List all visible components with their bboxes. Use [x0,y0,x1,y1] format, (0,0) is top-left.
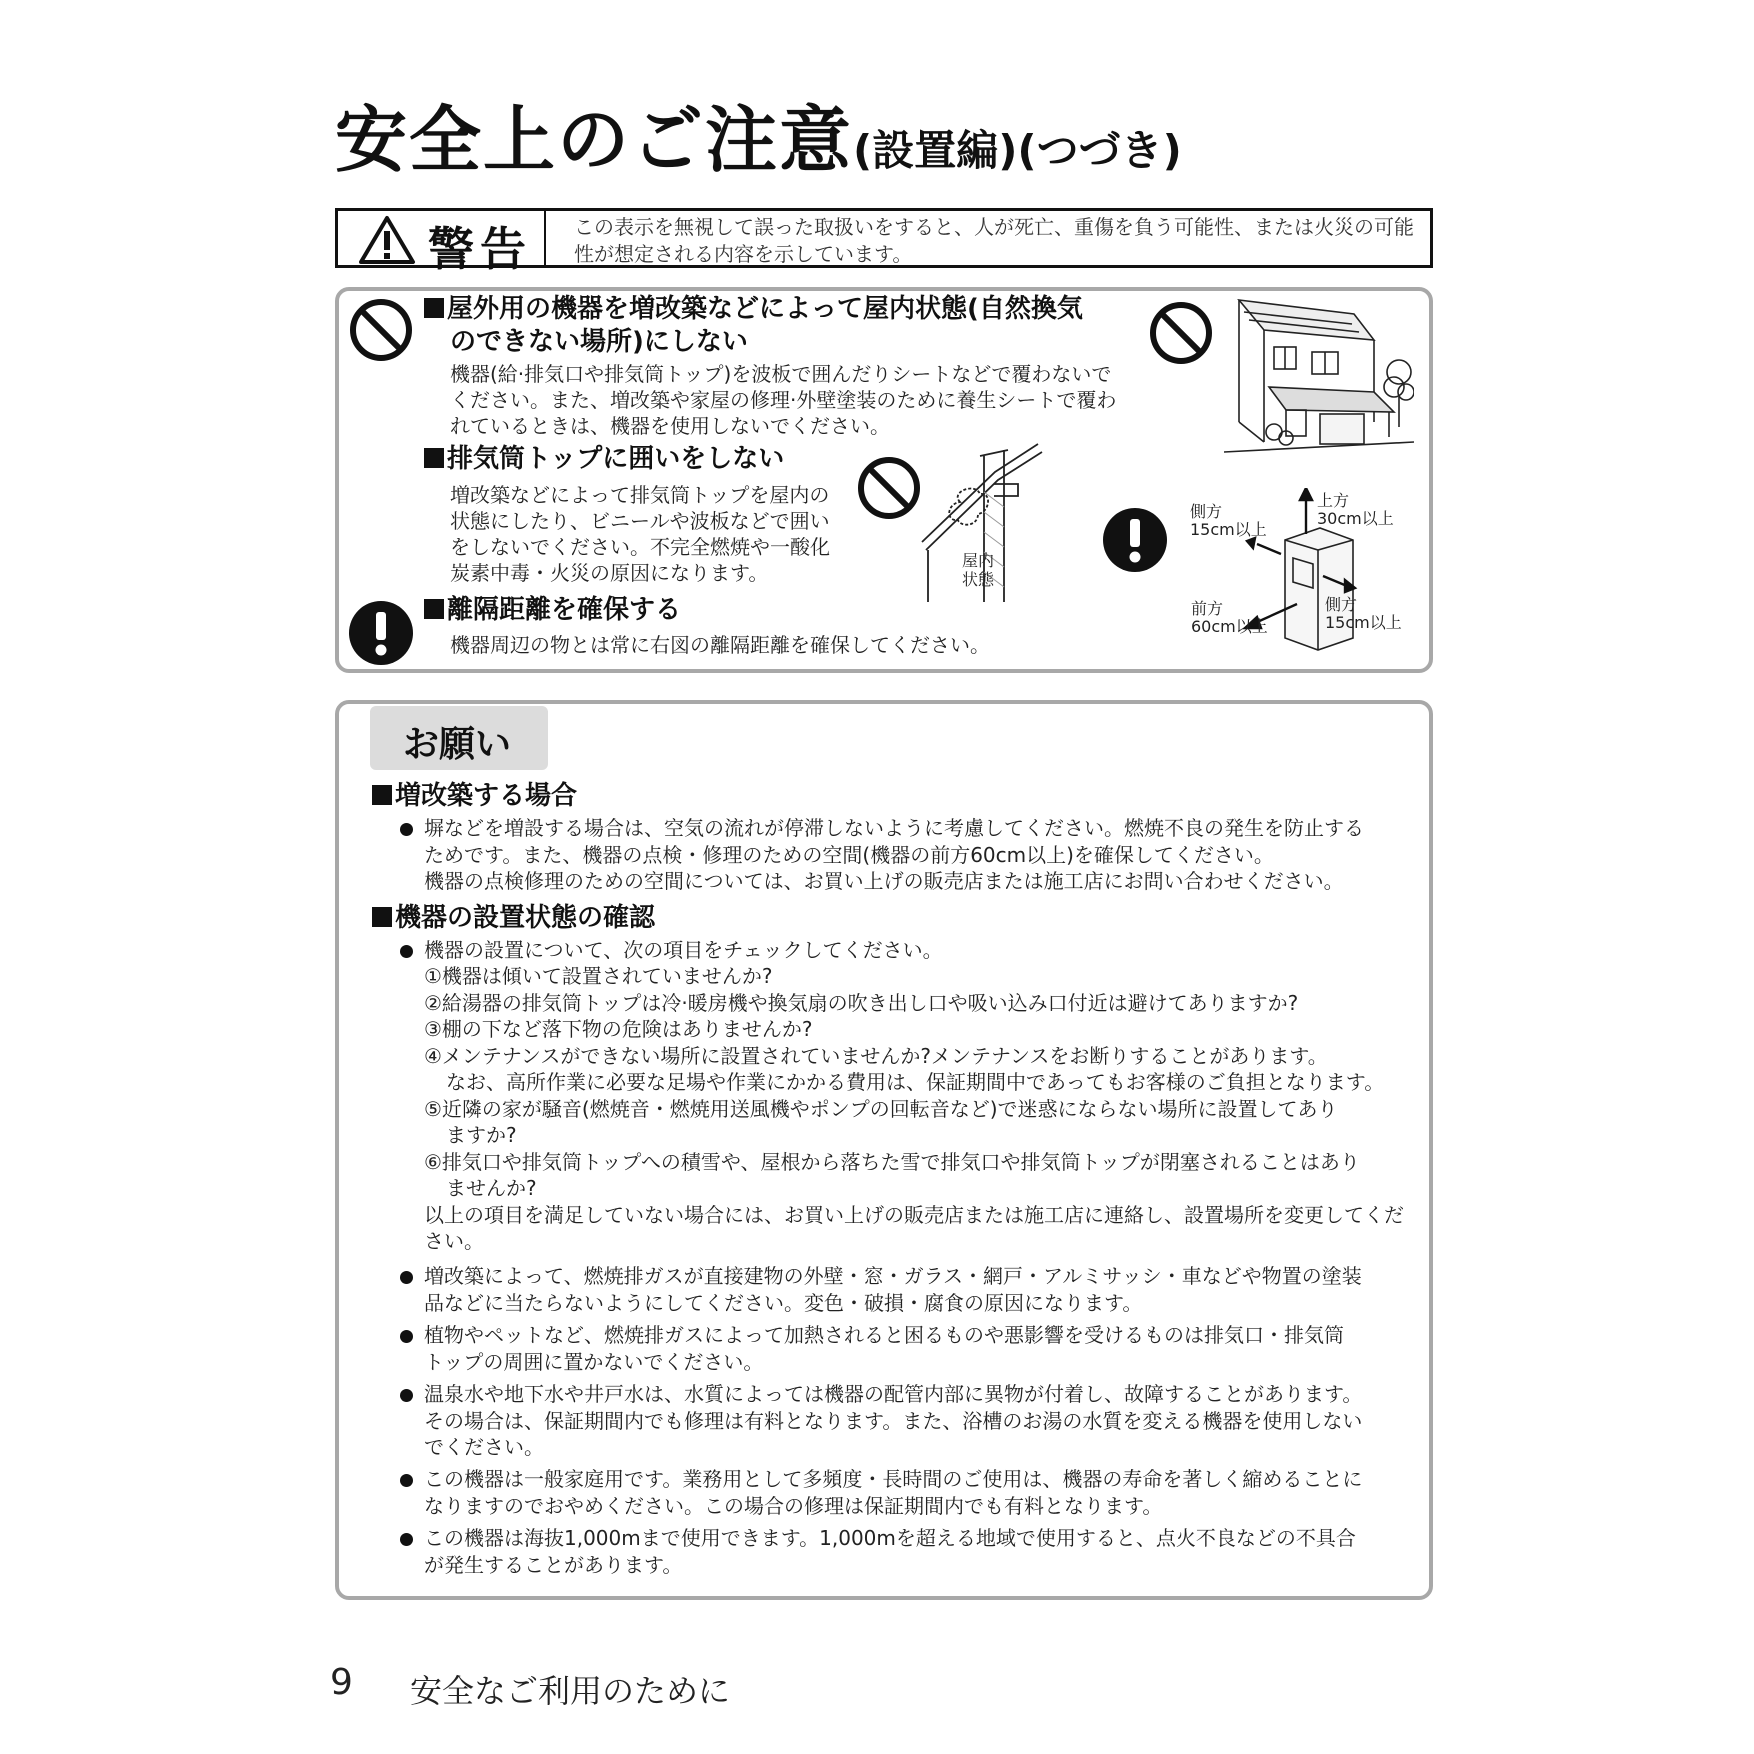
check-item-5: ⑤近隣の家が騒音(燃焼音・燃焼用送風機やポンプの回転音など)で迷惑にならない場所に設置してあり [424,1097,1338,1121]
clearance-side-right-label: 側方 [1325,595,1358,614]
bullet-dot-icon [400,823,413,836]
warning1-heading: 屋外用の機器を増改築などによって屋内状態(自然換気 [424,292,1083,326]
check-item-1: ①機器は傾いて設置されていませんか? [424,964,773,988]
section2-heading: 機器の設置状態の確認 [372,901,655,935]
warning1-line1: 機器(給·排気口や排気筒トップ)を波板で囲んだりシートなどで覆わないで [450,362,1112,386]
list-item: 増改築によって、燃焼排ガスが直接建物の外壁・窓・ガラス・網戸・アルミサッシ・車などや物置の塗装 品などに当たらないようにしてください。変色・破損・腐食の原因になります。 [400,1263,1410,1316]
chimney-enclosure-illustration [920,432,1046,604]
warning2-heading: 排気筒トップに囲いをしない [424,442,784,476]
page-number: 9 [330,1662,353,1703]
clearance-side-left-label: 側方 [1190,502,1223,521]
check-item-4-cont: なお、高所作業に必要な足場や作業にかかる費用は、保証期間中であってもお客様のご負担となります。 [446,1070,1385,1094]
mandatory-action-icon [348,600,414,666]
bullet-dot-icon [400,1271,413,1284]
house-illustration [1224,292,1414,464]
clearance-top-value: 30cm以上 [1317,509,1394,528]
warning2-line4: 炭素中毒・火災の原因になります。 [450,561,769,585]
legend-label-cell [338,211,546,276]
clearance-front-value: 60cm以上 [1191,617,1268,636]
check-item-6-cont: ませんか? [446,1176,537,1200]
clearance-side-left-value: 15cm以上 [1190,520,1267,539]
warning1-line2: ください。また、増改築や家屋の修理·外壁塗装のために養生シートで覆わ [450,388,1117,412]
bullet-dot-icon [400,1474,413,1487]
title-main: 安全上のご注意 [335,98,854,182]
section2-bullet: 機器の設置について、次の項目をチェックしてください。 [400,937,1410,964]
bullet-dot-icon [400,1330,413,1343]
square-bullet-icon [372,907,392,927]
square-bullet-icon [372,785,392,805]
check-outro-cont: さい。 [424,1229,484,1253]
check-outro: 以上の項目を満足していない場合には、お買い上げの販売店または施工店に連絡し、設置場所を変更してくだ [424,1203,1404,1227]
legend-word: 警告 [428,222,532,276]
warning-legend [335,208,1433,276]
check-item-3: ③棚の下など落下物の危険はありませんか? [424,1017,813,1041]
legend-description: この表示を無視して誤った取扱いをすると、人が死亡、重傷を負う可能性、または火災の可能性が想定される内容を示しています。 [574,215,1414,266]
clearance-front-label: 前方 [1191,599,1224,618]
bullet-dot-icon [400,1533,413,1546]
clearance-side-right-value: 15cm以上 [1325,613,1402,632]
square-bullet-icon [424,599,444,619]
list-item: この機器は一般家庭用です。業務用として多頻度・長時間のご使用は、機器の寿命を著しく縮めることに なりますのでおやめください。この場合の修理は保証期間内でも有料となります。 [400,1466,1410,1519]
diagram-label-indoor: 屋内 [962,551,995,570]
mandatory-action-icon [1102,507,1168,573]
clearance-diagram [1185,488,1425,656]
check-item-5-cont: ますか? [446,1123,517,1147]
section1-bullet: 塀などを増設する場合は、空気の流れが停滞しないように考慮してください。燃焼不良の発生を防止する ためです。また、機器の点検・修理のための空間(機器の前方60cm以上)を確保してください。 機器の点検修理のための空間については、お買い上げの販売店または施工店にお問い合わせください。 [400,815,1410,895]
warning2-line3: をしないでください。不完全燃焼や一酸化 [450,535,830,559]
list-item: 植物やペットなど、燃焼排ガスによって加熱されると困るものや悪影響を受けるものは排気口・排気筒 トップの周囲に置かないでください。 [400,1322,1410,1375]
footer-section-title: 安全なご利用のために [410,1672,731,1710]
prohibition-icon [856,455,922,521]
prohibition-icon [348,297,414,363]
bullet-dot-icon [400,945,413,958]
check-item-2: ②給湯器の排気筒トップは冷·暖房機や換気扇の吹き出し口や吸い込み口付近は避けてありますか? [424,991,1299,1015]
title-sub: (設置編)(つづき) [853,126,1182,175]
list-item: この機器は海抜1,000mまで使用できます。1,000mを超える地域で使用すると、点火不良などの不具合 が発生することがあります。 [400,1525,1410,1578]
clearance-top-label: 上方 [1317,491,1350,510]
page-title [335,82,1182,186]
warning1-heading-cont: のできない場所)にしない [450,327,748,357]
section1-heading: 増改築する場合 [372,779,577,813]
prohibition-icon [1148,300,1214,366]
check-item-4: ④メンテナンスができない場所に設置されていませんか?メンテナンスをお断りすることがあります。 [424,1044,1328,1068]
diagram-label-state: 状態 [962,570,995,589]
request-tab-label: お願い [403,724,512,765]
warning3-text: 機器周辺の物とは常に右図の離隔距離を確保してください。 [450,633,990,657]
list-item: 温泉水や地下水や井戸水は、水質によっては機器の配管内部に異物が付着し、故障することがあります。 その場合は、保証期間内でも修理は有料となります。また、浴槽のお湯の水質を変える機器を使用しない でください。 [400,1381,1410,1461]
warning3-heading: 離隔距離を確保する [424,593,681,627]
warning-triangle-icon [358,215,416,265]
square-bullet-icon [424,298,444,318]
square-bullet-icon [424,448,444,468]
warning2-line2: 状態にしたり、ビニールや波板などで囲い [450,509,830,533]
warning2-line1: 増改築などによって排気筒トップを屋内の [450,483,830,507]
bullet-dot-icon [400,1389,413,1402]
check-item-6: ⑥排気口や排気筒トップへの積雪や、屋根から落ちた雪で排気口や排気筒トップが閉塞されることはあり [424,1150,1360,1174]
request-tab [370,706,548,770]
warning1-line3: れているときは、機器を使用しないでください。 [450,414,890,438]
